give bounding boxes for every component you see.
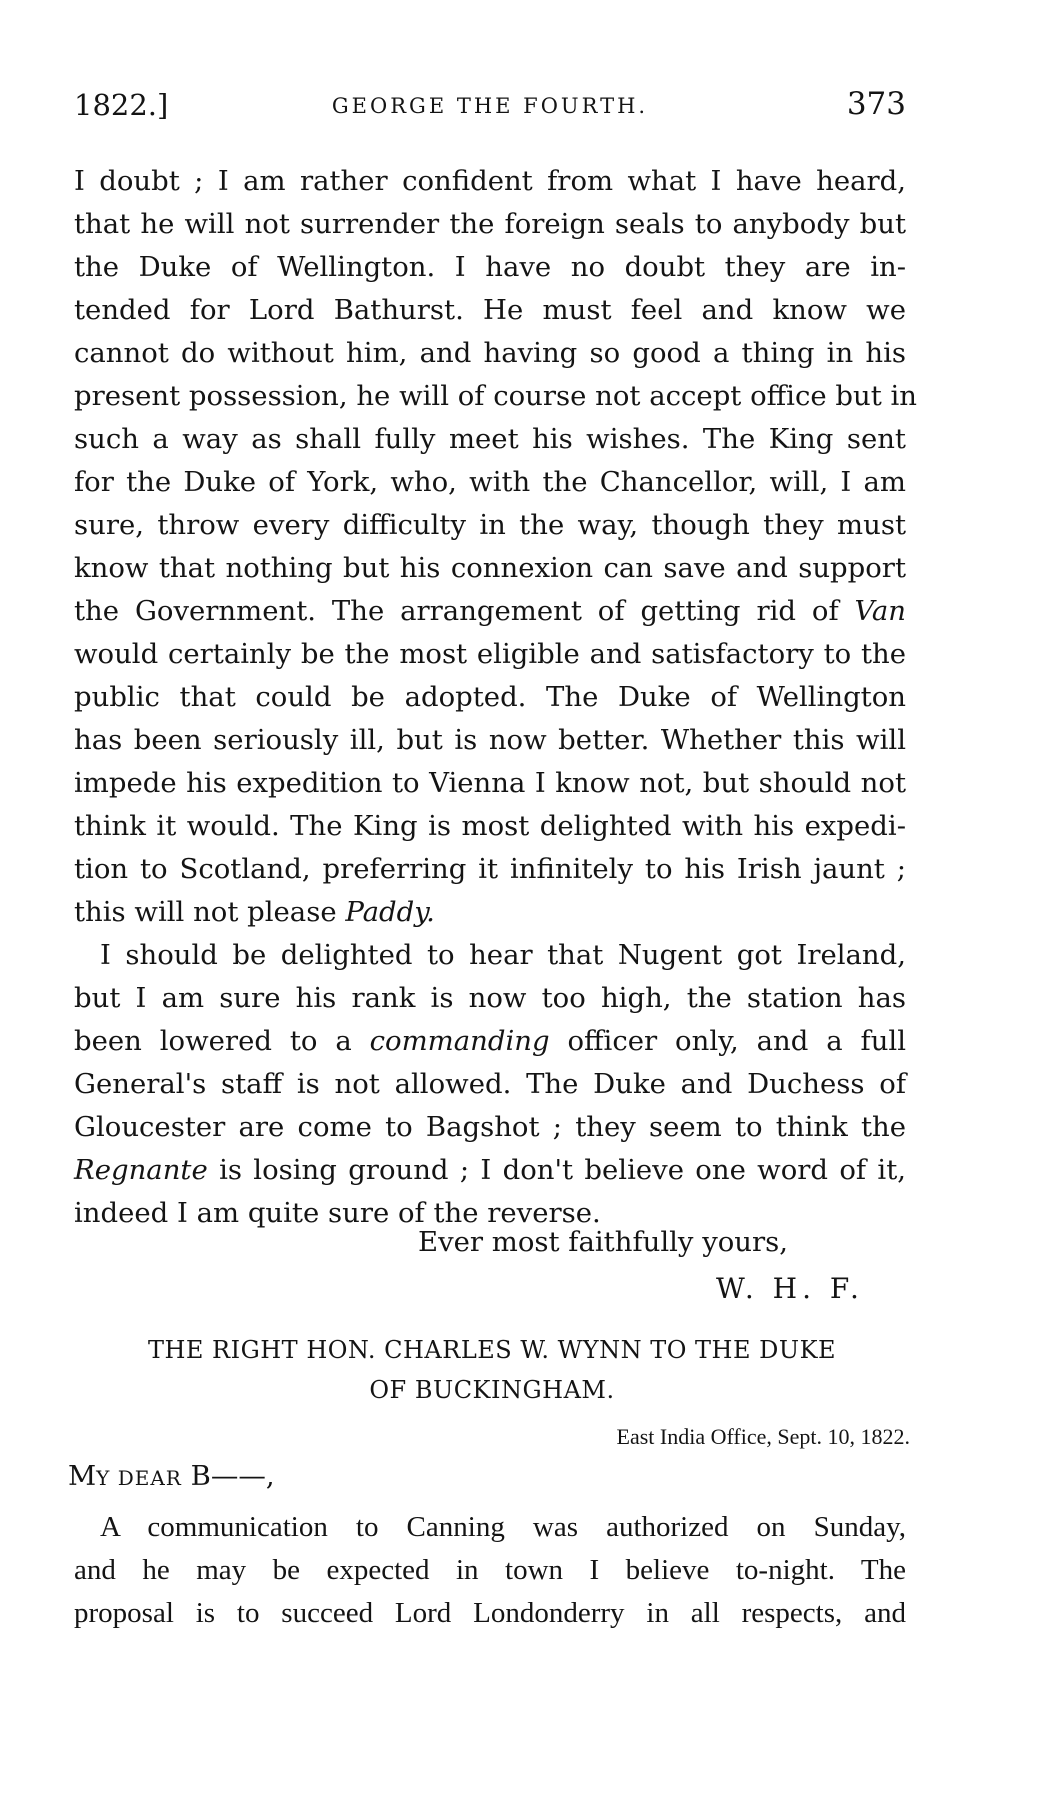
body-line: cannot do without him, and having so good a thing in his — [74, 337, 906, 369]
body-line — [74, 891, 906, 934]
body-line: but I am sure his rank is now too high, the station has — [74, 982, 906, 1014]
salutation-small-caps: Y DEAR — [96, 1466, 182, 1490]
body-line: proposal is to succeed Lord Londonderry in all respects, and — [74, 1597, 906, 1629]
body-line: think it would. The King is most delighted with his expedi- — [74, 810, 906, 842]
body-line-text: this will not please — [74, 896, 337, 928]
body-line — [74, 1149, 906, 1192]
body-line: know that nothing but his connexion can save and support — [74, 552, 906, 584]
italic-van: Van — [854, 595, 906, 627]
italic-paddy: Paddy. — [345, 896, 435, 928]
signature: W. H. F. — [716, 1272, 864, 1305]
letter-heading-continued: OF BUCKINGHAM. — [369, 1376, 615, 1404]
header-year: 1822.] — [74, 88, 169, 122]
body-line-text: is losing ground ; I don't believe one word of it, — [219, 1154, 906, 1186]
body-line — [74, 1020, 906, 1063]
body-line: present possession, he will of course not accept office but in — [74, 380, 918, 412]
body-line: such a way as shall fully meet his wishes. The King sent — [74, 423, 906, 455]
header-title: GEORGE THE FOURTH. — [331, 94, 649, 118]
italic-regnante: Regnante — [74, 1154, 208, 1186]
body-line: indeed I am quite sure of the reverse. — [74, 1197, 601, 1229]
body-line: General's staff is not allowed. The Duke and Duchess of — [74, 1068, 906, 1100]
body-line: for the Duke of York, who, with the Chancellor, will, I am — [74, 466, 906, 498]
body-line-text: been lowered to a — [74, 1025, 352, 1057]
closing: Ever most faithfully yours, — [418, 1226, 789, 1258]
body-line: tended for Lord Bathurst. He must feel and know we — [74, 294, 906, 326]
body-line — [74, 590, 906, 633]
dateline: East India Office, Sept. 10, 1822. — [616, 1424, 910, 1449]
page-number: 373 — [846, 86, 906, 122]
italic-commanding: commanding — [369, 1025, 550, 1057]
salutation-rest: B——, — [181, 1460, 275, 1492]
body-line: I doubt ; I am rather confident from what I have heard, — [74, 165, 906, 197]
body-line: would certainly be the most eligible and satisfactory to the — [74, 638, 906, 670]
body-line: and he may be expected in town I believe to-night. The — [74, 1554, 906, 1586]
salutation — [68, 1460, 275, 1492]
body-line: Gloucester are come to Bagshot ; they seem to think the — [74, 1111, 906, 1143]
body-line: has been seriously ill, but is now better. Whether this will — [74, 724, 906, 756]
body-line: impede his expedition to Vienna I know not, but should not — [74, 767, 906, 799]
body-line: the Duke of Wellington. I have no doubt they are in- — [74, 251, 906, 283]
body-line: public that could be adopted. The Duke of Wellington — [74, 681, 906, 713]
body-line-text: officer only, and a full — [567, 1025, 906, 1057]
running-head — [74, 84, 906, 128]
body-line: that he will not surrender the foreign seals to anybody but — [74, 208, 906, 240]
body-line: tion to Scotland, preferring it infinitely to his Irish jaunt ; — [74, 853, 906, 885]
body-line: sure, throw every difficulty in the way, though they must — [74, 509, 906, 541]
body-line: I should be delighted to hear that Nugent got Ireland, — [100, 939, 906, 971]
body-line: A communication to Canning was authorized on Sunday, — [100, 1511, 906, 1543]
salutation-initial: M — [68, 1460, 97, 1492]
letter-heading: THE RIGHT HON. CHARLES W. WYNN TO THE DUKE — [147, 1336, 837, 1364]
body-line-text: the Government. The arrangement of getting rid of — [74, 595, 839, 627]
